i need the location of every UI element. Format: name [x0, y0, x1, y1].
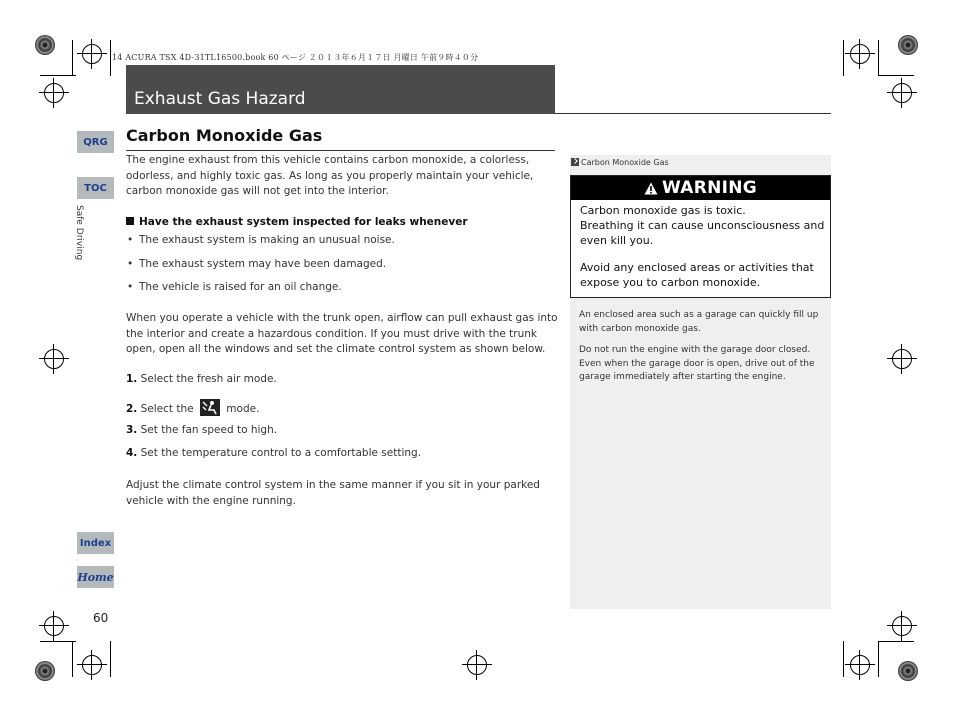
title-rule: [555, 113, 831, 114]
note-paragraph: An enclosed area such as a garage can quickly fill up with carbon monoxide gas.: [579, 310, 819, 334]
section-title: Carbon Monoxide Gas: [126, 126, 323, 145]
step-item: 3. Set the fan speed to high.: [126, 424, 278, 436]
warning-box: [570, 175, 831, 298]
registration-mark: [82, 44, 102, 64]
warning-header: WARNING: [571, 176, 830, 200]
note-heading[interactable]: Carbon Monoxide Gas: [570, 155, 831, 169]
page-title-bar: [126, 65, 555, 114]
floor-defrost-mode-icon: [200, 399, 220, 416]
print-dial: [35, 661, 55, 681]
toc-button[interactable]: TOC: [77, 177, 114, 199]
home-button[interactable]: Home: [77, 566, 114, 588]
section-rule: [126, 150, 555, 151]
inspection-subhead: Have the exhaust system inspected for leaks whenever: [126, 216, 468, 228]
print-dial: [898, 661, 918, 681]
intro-paragraph: The engine exhaust from this vehicle contains carbon monoxide, a colorless, odorless, and highly toxic gas. As long as you properly maintain your vehicle, carbon monoxide gas will not get into the interior.: [126, 154, 534, 197]
registration-mark: [44, 83, 64, 103]
print-dial: [898, 35, 918, 55]
warning-text: Carbon monoxide gas is toxic. Breathing it can cause unconsciousness and even kill you. Avoid any enclosed areas or activities that expose you to carbon monoxide.: [580, 204, 825, 289]
section-side-label: Safe Driving: [74, 205, 84, 261]
list-item: • The exhaust system may have been damaged.: [127, 258, 387, 270]
registration-mark: [44, 349, 64, 369]
trunk-paragraph: When you operate a vehicle with the trunk open, airflow can pull exhaust gas into the interior and create a hazardous condition. If you must drive with the trunk open, open all the windows and set the climate control system as shown below.: [126, 312, 558, 355]
page-number: 60: [93, 611, 109, 625]
list-item: • The vehicle is raised for an oil change.: [127, 281, 342, 293]
registration-mark: [892, 83, 912, 103]
warning-triangle-icon: [644, 182, 658, 195]
reference-arrow-icon: [571, 158, 579, 166]
registration-mark: [892, 349, 912, 369]
page-title: Exhaust Gas Hazard: [134, 89, 306, 109]
registration-mark: [892, 616, 912, 636]
registration-mark: [44, 616, 64, 636]
closing-paragraph: Adjust the climate control system in the same manner if you sit in your parked vehicle with the engine running.: [126, 479, 540, 507]
registration-mark: [82, 655, 102, 675]
index-button[interactable]: Index: [77, 532, 114, 554]
qrg-button[interactable]: QRG: [77, 131, 114, 153]
step-item: 2. Select the mode.: [126, 399, 259, 416]
registration-mark: [850, 655, 870, 675]
square-bullet-icon: [126, 217, 134, 225]
print-header: 14 ACURA TSX 4D-31TL16500.book 60 ページ ２０１３年６月１７日 月曜日 午前９時４０分: [112, 53, 479, 62]
print-dial: [35, 35, 55, 55]
note-paragraph: Do not run the engine with the garage door closed. Even when the garage door is open, drive out of the garage immediately after starting the engine.: [579, 345, 815, 382]
step-item: 4. Set the temperature control to a comfortable setting.: [126, 447, 422, 459]
registration-mark: [850, 44, 870, 64]
list-item: • The exhaust system is making an unusual noise.: [127, 234, 395, 246]
registration-mark: [467, 655, 487, 675]
step-item: 1. Select the fresh air mode.: [126, 373, 277, 385]
